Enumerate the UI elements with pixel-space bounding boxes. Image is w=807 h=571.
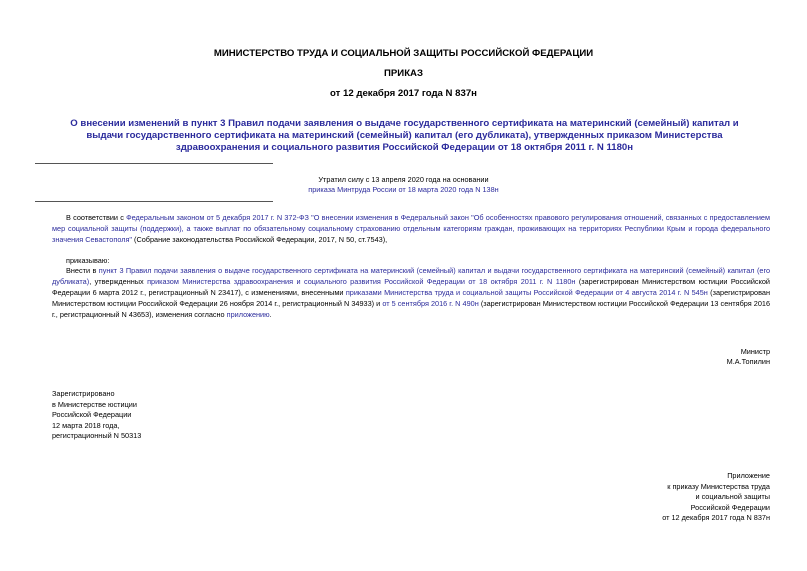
signature-name: М.А.Топилин xyxy=(726,357,770,366)
body-text-6: . xyxy=(269,310,272,319)
appendix-line: к приказу Министерства труда xyxy=(667,481,770,491)
doc-date-number: от 12 декабря 2017 года N 837н xyxy=(330,88,477,99)
order-490n-link[interactable]: от 5 сентября 2016 г. N 490н xyxy=(382,299,479,308)
ministry-heading: МИНИСТЕРСТВО ТРУДА И СОЦИАЛЬНОЙ ЗАЩИТЫ РОССИЙСКОЙ ФЕДЕРАЦИИ xyxy=(213,48,594,59)
body-text-5: (зарегистрирован Министерством юстиции Российской Федерации 13 сентября 2016 г., регистрационный N 43653), изменения согласно xyxy=(52,299,771,319)
registration-line: Российской Федерации xyxy=(52,410,132,419)
divider-bottom xyxy=(35,201,273,202)
appendix-line: и социальной защиты xyxy=(695,492,770,501)
appendix-line: от 12 декабря 2017 года N 837н xyxy=(662,513,770,522)
body-text-1: Внести в xyxy=(66,266,99,275)
preamble-text-1: В соответствии с xyxy=(66,213,127,222)
registration-line: в Министерстве юстиции xyxy=(52,399,137,409)
appendix-block xyxy=(570,471,770,524)
divider-top xyxy=(35,163,273,164)
registration-line: регистрационный N 50313 xyxy=(52,431,142,440)
signature-position: Министр xyxy=(740,347,770,356)
appendix-line: Приложение xyxy=(727,471,770,480)
order-1180n-link[interactable]: приказом Министерства здравоохранения и социального развития Российской Федерации от 18 октября 2011 г. N 1180н xyxy=(147,277,576,286)
order-word: приказываю: xyxy=(66,256,110,265)
appendix-link[interactable]: приложению xyxy=(226,310,270,319)
body-text-2: , утвержденных xyxy=(89,277,148,286)
registration-block xyxy=(52,389,141,442)
doc-title[interactable]: О внесении изменений в пункт 3 Правил подачи заявления о выдаче государственного сертификата на материнский (семейный) капитал и выдачи государственного сертификата на материнский (семейный) капитал (его дубликата), утвержденных приказом Министерства здравоохранения и социального развития Российской Федерации от 18 октября 2011 г. N 1180н xyxy=(70,118,739,153)
appendix-line: Российской Федерации xyxy=(690,502,770,512)
doc-type-heading: ПРИКАЗ xyxy=(384,68,423,79)
federal-law-link[interactable]: Федеральным законом от 5 декабря 2017 г. N 372-ФЗ "О внесении изменения в Федеральный закон "Об особенностях правового регулирования отношений, связанных с предоставлением мер социальной защиты (поддержки), а также выплат по обязательному социальному страхованию отдельным категориям граждан, проживающих на территориях Республики Крым и города федерального значения Севастополя" xyxy=(52,213,770,244)
expiry-notice-link[interactable]: приказа Минтруда России от 18 марта 2020 года N 138н xyxy=(308,185,499,194)
order-545n-link[interactable]: приказами Министерства труда и социальной защиты Российской Федерации от 4 августа 2014 г. N 545н xyxy=(345,288,708,297)
rules-point-link[interactable]: пункт 3 Правил подачи заявления о выдаче государственного сертификата на материнский (семейный) капитал и выдачи государственного сертификата на материнский (семейный) капитал (его дубликата) xyxy=(52,266,770,286)
preamble-text-2: (Собрание законодательства Российской Федерации, 2017, N 50, ст.7543), xyxy=(132,235,388,244)
body-text-3: (зарегистрирован Министерством юстиции Российской Федерации 6 марта 2012 г., регистрационный N 23417), с изменениями, внесенными xyxy=(52,277,770,297)
body-text-4: (зарегистрирован Министерством юстиции Российской Федерации 26 ноября 2014 г., регистрационный N 34933) и xyxy=(52,288,770,308)
registration-line: 12 марта 2018 года, xyxy=(52,420,120,430)
preamble-paragraph xyxy=(52,212,770,245)
expiry-notice-text: Утратил силу с 13 апреля 2020 года на основании xyxy=(318,175,489,184)
signature-block xyxy=(600,347,770,367)
registration-line: Зарегистрировано xyxy=(52,389,115,398)
body-paragraph xyxy=(52,265,770,320)
expiry-notice xyxy=(0,175,807,195)
